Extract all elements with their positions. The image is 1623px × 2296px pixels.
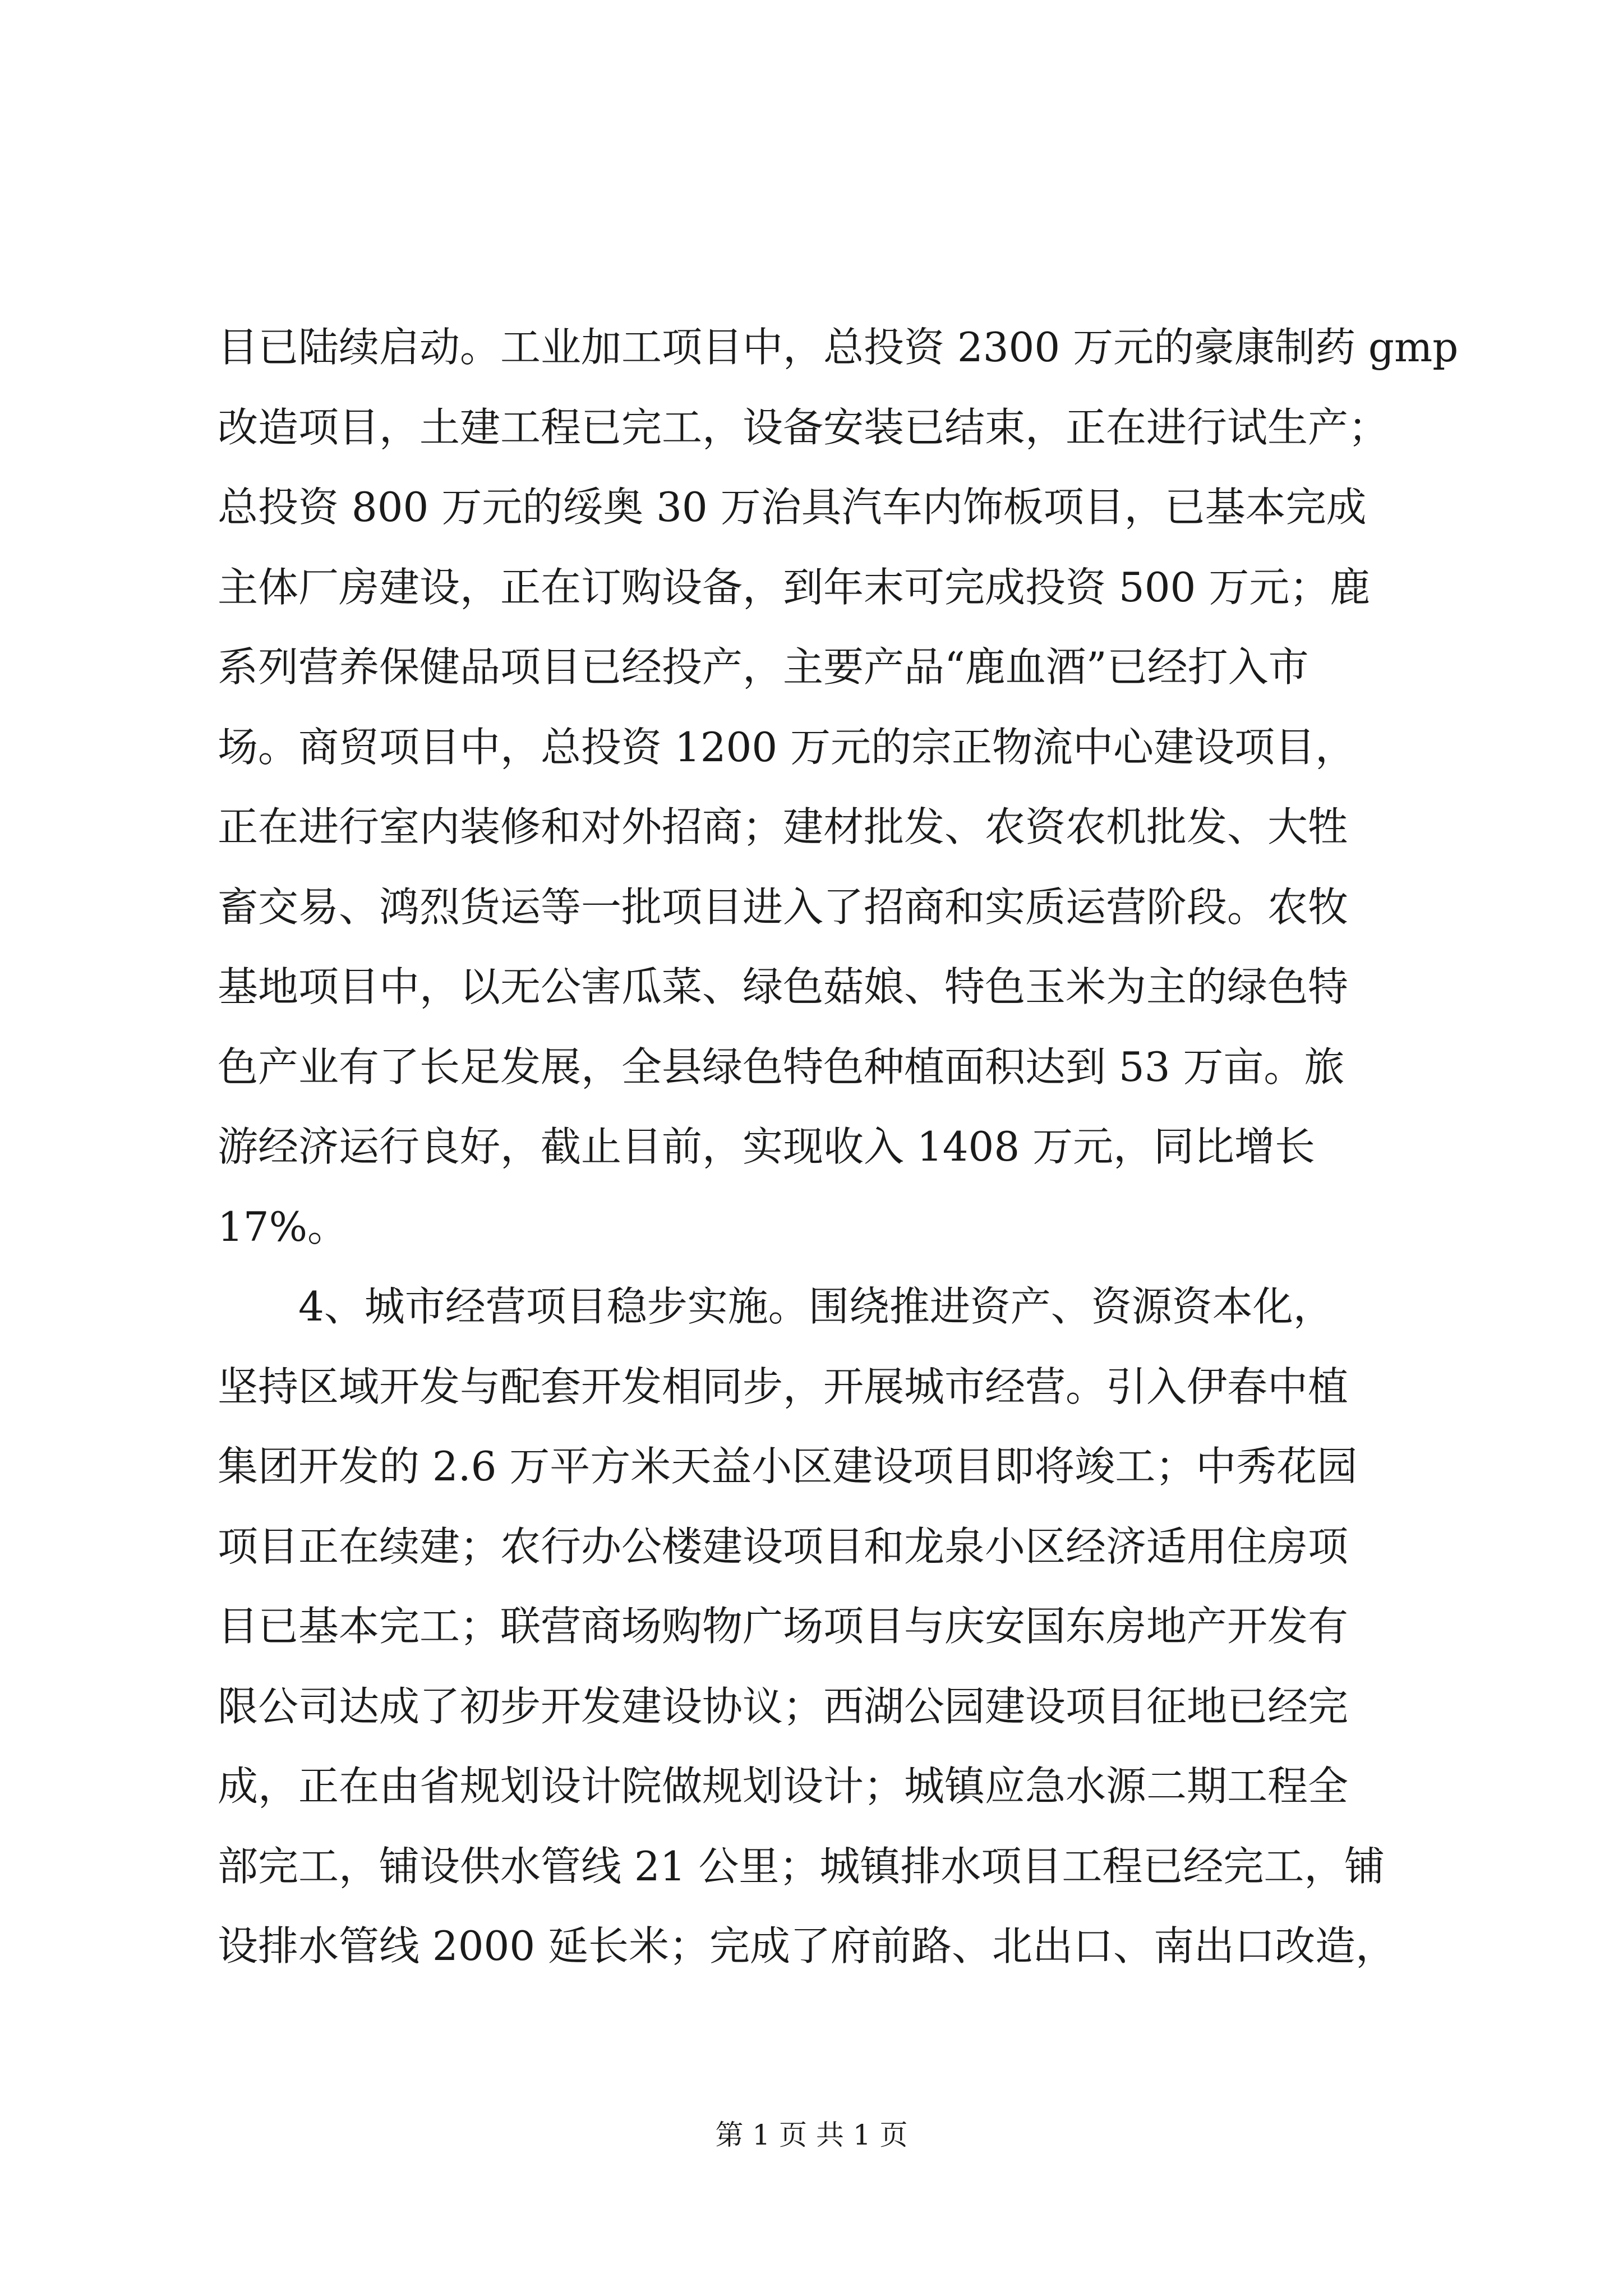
- text-line: 畜交易、鸿烈货运等一批项目进入了招商和实质运营阶段。农牧: [218, 883, 1349, 931]
- text-line: 设排水管线 2000 延长米；完成了府前路、北出口、南出口改造，: [218, 1922, 1396, 1970]
- text-line: 游经济运行良好，截止目前，实现收入 1408 万元，同比增长: [218, 1123, 1316, 1170]
- text-line: 基地项目中，以无公害瓜菜、绿色菇娘、特色玉米为主的绿色特: [218, 963, 1349, 1010]
- text-line: 4、城市经营项目稳步实施。围绕推进资产、资源资本化，: [218, 1283, 1334, 1330]
- text-line: 主体厂房建设，正在订购设备，到年末可完成投资 500 万元；鹿: [218, 563, 1371, 611]
- text-line: 限公司达成了初步开发建设协议；西湖公园建设项目征地已经完: [218, 1682, 1349, 1730]
- text-line: 改造项目，土建工程已完工，设备安装已结束，正在进行试生产；: [218, 403, 1389, 451]
- text-line: 色产业有了长足发展，全县绿色特色种植面积达到 53 万亩。旅: [218, 1043, 1345, 1091]
- body-text: [218, 307, 1459, 1986]
- text-line: 17%。: [218, 1203, 348, 1250]
- page-footer: 第 1 页 共 1 页: [715, 2119, 908, 2151]
- text-line: 部完工，铺设供水管线 21 公里；城镇排水项目工程已经完工，铺: [218, 1842, 1385, 1890]
- text-line: 目已基本完工；联营商场购物广场项目与庆安国东房地产开发有: [218, 1603, 1349, 1650]
- text-line: 场。商贸项目中，总投资 1200 万元的宗正物流中心建设项目，: [218, 723, 1356, 771]
- text-line: 项目正在续建；农行办公楼建设项目和龙泉小区经济适用住房项: [218, 1522, 1349, 1570]
- text-line: 成，正在由省规划设计院做规划设计；城镇应急水源二期工程全: [218, 1763, 1349, 1810]
- text-line: 目已陆续启动。工业加工项目中，总投资 2300 万元的豪康制药 gmp: [218, 324, 1459, 371]
- text-line: 集团开发的 2.6 万平方米天益小区建设项目即将竣工；中秀花园: [218, 1443, 1358, 1490]
- text-line: 正在进行室内装修和对外招商；建材批发、农资农机批发、大牲: [218, 803, 1349, 850]
- text-line: 坚持区域开发与配套开发相同步，开展城市经营。引入伊春中植: [218, 1363, 1349, 1410]
- text-line: 总投资 800 万元的绥奥 30 万治具汽车内饰板项目，已基本完成: [218, 484, 1367, 531]
- text-line: 系列营养保健品项目已经投产，主要产品“鹿血酒”已经打入市: [218, 643, 1309, 691]
